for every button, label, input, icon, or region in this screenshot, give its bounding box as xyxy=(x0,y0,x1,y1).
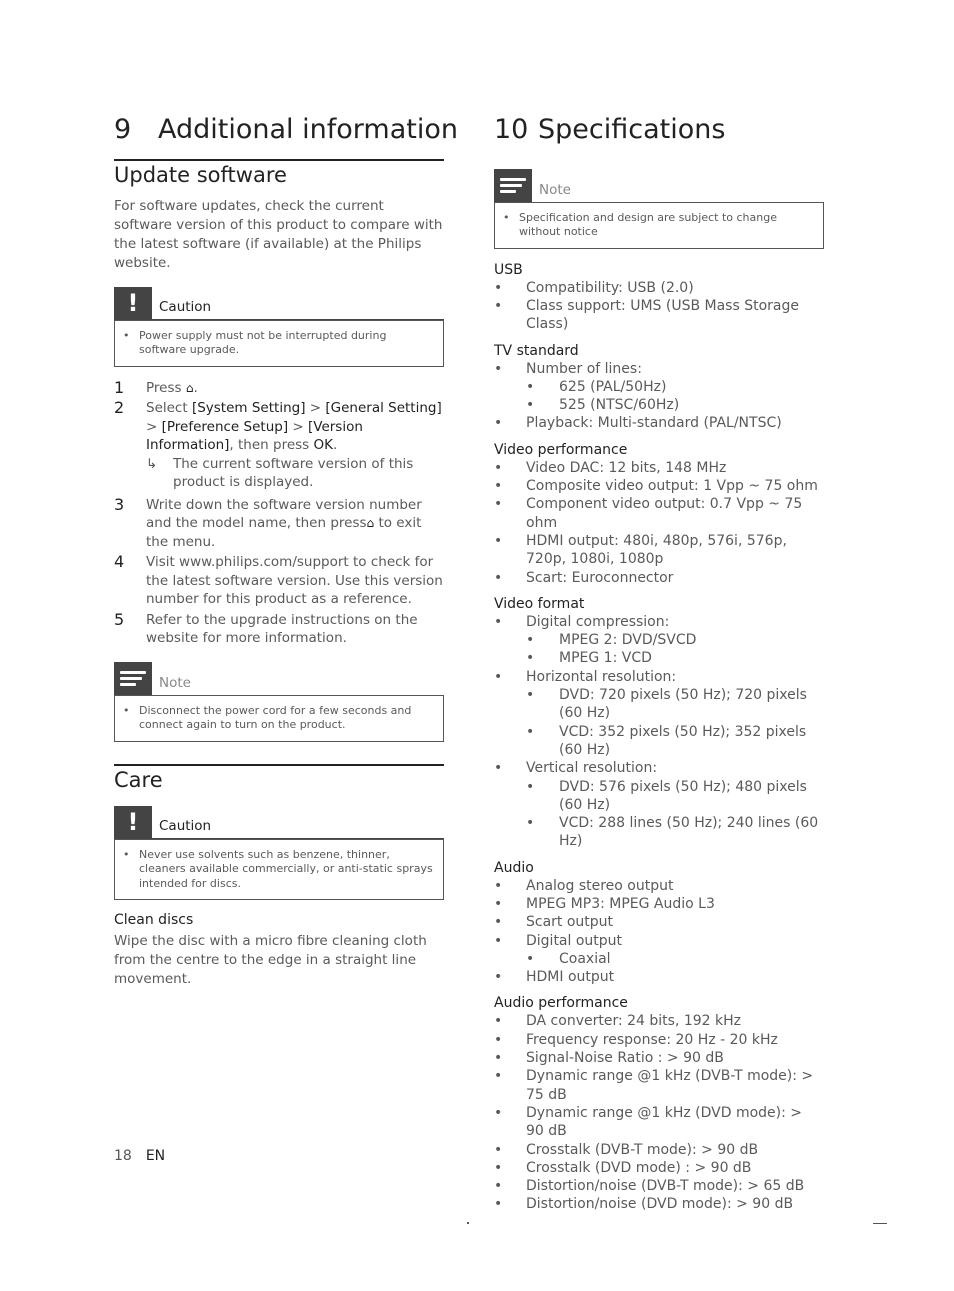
bullet: • xyxy=(494,1104,503,1121)
spec-item xyxy=(494,759,824,777)
spec-item-text: MPEG 1: VCD xyxy=(559,650,652,667)
spec-item-text: Dynamic range @1 kHz (DVB-T mode): > 75 dB xyxy=(526,1068,814,1103)
spec-item-text: HDMI output xyxy=(526,969,615,986)
note-box-update xyxy=(114,662,444,742)
bullet: • xyxy=(494,914,503,931)
spec-item xyxy=(494,613,824,631)
update-intro: For software updates, check the current software version of this product to compare with the latest software (if available) at the Philips website. xyxy=(114,197,443,271)
bullet: • xyxy=(494,415,503,432)
caution-label: Caution xyxy=(152,806,444,839)
crop-mark xyxy=(467,1222,469,1224)
note-label: Note xyxy=(159,674,191,691)
spec-item-text: Playback: Multi-standard (PAL/NTSC) xyxy=(526,415,782,432)
chapter-title xyxy=(494,115,824,145)
result-arrow-icon: ↳ xyxy=(146,455,158,472)
bullet: • xyxy=(526,815,535,832)
section-title-update: Update software xyxy=(114,162,287,187)
spec-item xyxy=(494,459,824,477)
chapter-number: 10 xyxy=(494,114,529,145)
spec-item xyxy=(494,495,824,532)
note-box-spec xyxy=(494,169,824,249)
chapter-title xyxy=(114,114,458,145)
bullet: • xyxy=(494,1013,503,1030)
note-icon xyxy=(494,169,532,202)
crop-mark xyxy=(873,1223,887,1224)
spec-item-text: Digital compression: xyxy=(526,613,670,630)
bullet: • xyxy=(494,496,503,513)
bullet: • xyxy=(526,778,535,795)
bullet: • xyxy=(526,397,535,414)
home-icon: ⌂ xyxy=(366,516,375,531)
caution-label: Caution xyxy=(152,287,444,320)
spec-subitem xyxy=(494,649,824,667)
spec-subitem xyxy=(494,950,824,968)
bullet: • xyxy=(494,1178,503,1195)
note-item: • Specification and design are subject to change without notice xyxy=(503,210,777,239)
bullet: • xyxy=(494,1050,503,1067)
bullet: • xyxy=(494,532,503,549)
spec-item-text: Class support: UMS (USB Mass Storage Class) xyxy=(526,297,799,333)
chapter-number: 9 xyxy=(114,114,132,145)
spec-subitem xyxy=(494,631,824,649)
section-title-care: Care xyxy=(114,767,163,792)
bullet: • xyxy=(526,687,535,704)
page-number: 18 xyxy=(114,1148,132,1164)
spec-subitem xyxy=(494,778,824,815)
spec-item-text: Crosstalk (DVB-T mode): > 90 dB xyxy=(526,1141,759,1158)
bullet: • xyxy=(494,896,503,912)
spec-item-text: DA converter: 24 bits, 192 kHz xyxy=(526,1013,742,1030)
spec-group-title: Video format xyxy=(494,595,585,612)
spec-item-text: Scart output xyxy=(526,914,614,931)
spec-item xyxy=(494,1141,824,1159)
bullet: • xyxy=(494,360,503,377)
right-column xyxy=(494,115,824,1214)
bullet: • xyxy=(526,950,535,967)
spec-item xyxy=(494,1104,824,1141)
spec-item xyxy=(494,569,824,587)
spec-item-text: Video DAC: 12 bits, 148 MHz xyxy=(526,459,727,476)
clean-discs-title: Clean discs xyxy=(114,912,194,929)
spec-item xyxy=(494,1012,824,1030)
spec-item-text: MPEG 2: DVD/SVCD xyxy=(559,632,697,649)
spec-item xyxy=(494,1067,824,1104)
spec-item-text: 525 (NTSC/60Hz) xyxy=(559,397,680,414)
bullet: • xyxy=(494,1031,503,1048)
left-column xyxy=(114,114,458,989)
chapter-rule xyxy=(114,159,444,161)
bullet: • xyxy=(494,297,503,314)
spec-group-title: Video performance xyxy=(494,441,628,458)
spec-item-text: DVD: 720 pixels (50 Hz); 720 pixels (60 Hz) xyxy=(559,687,807,722)
spec-item-text: Compatibility: USB (2.0) xyxy=(526,279,694,296)
spec-item-text: VCD: 352 pixels (50 Hz); 352 pixels (60 Hz) xyxy=(559,723,807,758)
bullet: • xyxy=(494,459,503,476)
spec-item xyxy=(494,532,824,569)
spec-item-text: Scart: Euroconnector xyxy=(526,569,674,586)
spec-item-text: Signal-Noise Ratio : > 90 dB xyxy=(526,1050,724,1067)
step-1: 1 Press ⌂. xyxy=(114,377,198,397)
bullet: • xyxy=(494,760,503,777)
spec-item-text: Horizontal resolution: xyxy=(526,668,677,685)
spec-item xyxy=(494,1195,824,1213)
section-rule xyxy=(114,764,444,766)
spec-item-text: Composite video output: 1 Vpp ~ 75 ohm xyxy=(526,478,818,495)
caution-item: • Never use solvents such as benzene, thinner, cleaners available commercially, or anti-static sprays intended for discs. xyxy=(123,847,433,890)
spec-item-text: Distortion/noise (DVD mode): > 90 dB xyxy=(526,1196,794,1213)
spec-group-title: USB xyxy=(494,261,523,278)
bullet: • xyxy=(494,1159,503,1176)
caution-box-care xyxy=(114,806,444,901)
spec-group-title: Audio performance xyxy=(494,995,628,1012)
bullet: • xyxy=(494,478,503,495)
spec-item-text: Vertical resolution: xyxy=(526,760,658,777)
spec-item-text: Distortion/noise (DVB-T mode): > 65 dB xyxy=(526,1178,805,1195)
bullet: • xyxy=(494,877,503,894)
spec-item-text: MPEG MP3: MPEG Audio L3 xyxy=(526,896,715,912)
spec-subitem xyxy=(494,396,824,414)
note-label: Note xyxy=(539,181,571,198)
spec-item xyxy=(494,1049,824,1067)
step-2: 2 Select [System Setting] > [General Setting] > [Preference Setup] > [Version Information], then press OK. ↳ The current software version of this product is displayed. xyxy=(114,399,444,492)
spec-subitem xyxy=(494,378,824,396)
spec-item-text: HDMI output: 480i, 480p, 576i, 576p, 720p, 1080i, 1080p xyxy=(526,532,787,568)
note-icon xyxy=(114,662,152,695)
bullet: • xyxy=(494,969,503,986)
bullet: • xyxy=(494,569,503,586)
spec-item-text: Analog stereo output xyxy=(526,877,674,894)
bullet: • xyxy=(494,279,503,296)
bullet: • xyxy=(526,378,535,395)
spec-item xyxy=(494,477,824,495)
spec-item xyxy=(494,668,824,686)
bullet: • xyxy=(494,1141,503,1158)
step-2-result: ↳ The current software version of this product is displayed. xyxy=(146,455,414,491)
spec-item xyxy=(494,932,824,950)
caution-item: • Power supply must not be interrupted during software upgrade. xyxy=(123,328,387,357)
bullet: • xyxy=(526,723,535,740)
spec-item-text: DVD: 576 pixels (50 Hz); 480 pixels (60 Hz) xyxy=(559,778,807,813)
step-5: 5 Refer to the upgrade instructions on the website for more information. xyxy=(114,609,418,647)
step-3: 3 Write down the software version number and the model name, then press⌂ to exit the menu. xyxy=(114,494,422,550)
caution-box-update xyxy=(114,287,444,367)
spec-subitem xyxy=(494,686,824,723)
bullet: • xyxy=(494,932,503,949)
spec-item-text: Crosstalk (DVD mode) : > 90 dB xyxy=(526,1159,752,1176)
spec-item-text: Digital output xyxy=(526,932,623,949)
spec-item xyxy=(494,279,824,297)
spec-list xyxy=(494,261,824,1214)
spec-item-text: Frequency response: 20 Hz - 20 kHz xyxy=(526,1031,778,1048)
caution-icon: ! xyxy=(114,806,152,839)
spec-item xyxy=(494,895,824,913)
spec-item xyxy=(494,360,824,378)
spec-item xyxy=(494,1159,824,1177)
bullet: • xyxy=(494,668,503,685)
chapter-title-text: Specifications xyxy=(538,114,726,145)
step-4: 4 Visit www.philips.com/support to check for the latest software version. Use this version number for this product as a reference. xyxy=(114,552,443,608)
spec-item xyxy=(494,414,824,432)
home-icon: ⌂ xyxy=(185,380,194,395)
spec-item xyxy=(494,297,824,334)
language-code: EN xyxy=(145,1148,166,1164)
note-item: • Disconnect the power cord for a few seconds and connect again to turn on the product. xyxy=(123,703,412,732)
spec-item-text: Component video output: 0.7 Vpp ~ 75 ohm xyxy=(526,496,803,531)
spec-item xyxy=(494,1031,824,1049)
spec-subitem xyxy=(494,723,824,760)
bullet: • xyxy=(526,650,535,667)
spec-item-text: 625 (PAL/50Hz) xyxy=(559,378,667,395)
update-steps xyxy=(114,379,444,648)
chapter-title-text: Additional information xyxy=(158,114,458,145)
spec-item-text: Dynamic range @1 kHz (DVD mode): > 90 dB xyxy=(526,1104,803,1140)
spec-subitem xyxy=(494,814,824,851)
clean-discs-text: Wipe the disc with a micro fibre cleaning cloth from the centre to the edge in a straight line movement. xyxy=(114,933,427,988)
bullet: • xyxy=(494,613,503,630)
spec-item-text: VCD: 288 lines (50 Hz); 240 lines (60 Hz) xyxy=(559,815,819,850)
bullet: • xyxy=(526,632,535,649)
spec-group-title: TV standard xyxy=(494,342,579,359)
bullet: • xyxy=(494,1196,503,1213)
spec-item xyxy=(494,1177,824,1195)
spec-item-text: Number of lines: xyxy=(526,360,642,377)
spec-item-text: Coaxial xyxy=(559,950,611,967)
spec-item xyxy=(494,968,824,986)
spec-item xyxy=(494,913,824,931)
spec-item xyxy=(494,877,824,895)
bullet: • xyxy=(494,1068,503,1085)
spec-group-title: Audio xyxy=(494,859,534,876)
page-footer xyxy=(114,1148,165,1164)
caution-icon: ! xyxy=(114,287,152,320)
